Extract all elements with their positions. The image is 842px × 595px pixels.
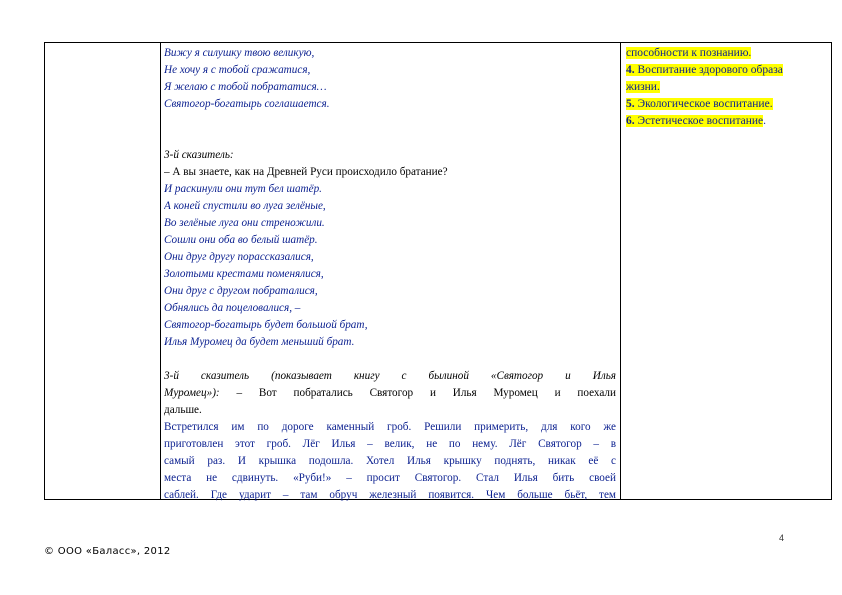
narrator-speech: – Вот побратались Святогор и Илья Муромец и поехали bbox=[219, 387, 616, 399]
poem-line: Они друг с другом побраталися, bbox=[164, 285, 318, 297]
script-cell bbox=[164, 45, 616, 504]
story-line: саблей. Где ударит – там обруч железный появится. Чем больше бьёт, тем bbox=[164, 489, 616, 501]
goal-number: 4. bbox=[626, 64, 635, 76]
poem-line: Святогор-богатырь соглашается. bbox=[164, 98, 330, 110]
page-number: 4 bbox=[779, 533, 785, 543]
story-line: приготовлен этот гроб. Лёг Илья – велик, не по нему. Лёг Святогор – в bbox=[164, 438, 616, 450]
narrator-speech-end: дальше. bbox=[164, 404, 202, 416]
content-table bbox=[44, 42, 832, 500]
poem-line: Обнялись да поцеловалися, – bbox=[164, 302, 301, 314]
poem-line: Я желаю с тобой побрататися… bbox=[164, 81, 327, 93]
goal-number: 6. bbox=[626, 115, 635, 127]
poem-line: Сошли они оба во белый шатёр. bbox=[164, 234, 318, 246]
poem-line: Илья Муромец да будет меньший брат. bbox=[164, 336, 355, 348]
table-divider-2 bbox=[620, 43, 621, 499]
poem-line: Во зелёные луга они стреножили. bbox=[164, 217, 325, 229]
narrator-direction-italic: Муромец»): bbox=[164, 387, 220, 399]
poem-line: И раскинули они тут бел шатёр. bbox=[164, 183, 322, 195]
narrator-heading: 3-й сказитель: bbox=[164, 149, 234, 161]
table-border-right bbox=[831, 43, 832, 499]
table-divider-1 bbox=[160, 43, 161, 499]
narrator-question: – А вы знаете, как на Древней Руси происходило братание? bbox=[164, 166, 448, 178]
goal-item-4-cont: жизни. bbox=[626, 81, 660, 93]
goal-item-5: 5. Экологическое воспитание. bbox=[626, 98, 773, 110]
copyright-footer: © ООО «Баласс», 2012 bbox=[44, 546, 171, 557]
poem-line: Золотыми крестами поменялися, bbox=[164, 268, 324, 280]
poem-line: А коней спустили во луга зелёные, bbox=[164, 200, 326, 212]
goal-item-4: 4. Воспитание здорового образа bbox=[626, 64, 783, 76]
story-line: места не сдвинуть. «Руби!» – просит Святогор. Стал Илья бить своей bbox=[164, 472, 616, 484]
goal-continuation: способности к познанию. bbox=[626, 47, 752, 59]
goal-item-6: 6. Эстетическое воспитание bbox=[626, 115, 764, 127]
poem-line: Не хочу я с тобой сражатися, bbox=[164, 64, 311, 76]
goals-cell: способности к познанию. 4. Воспитание здорового образа жизни. 5. Экологическое воспитание. 6. Эстетическое воспитание. bbox=[626, 47, 783, 127]
story-line: самый раз. И крышка подошла. Хотел Илья крышку поднять, никак её с bbox=[164, 455, 616, 467]
poem-line: Святогор-богатырь будет большой брат, bbox=[164, 319, 368, 331]
table-border-left bbox=[44, 43, 45, 499]
narrator-direction: 3-й сказитель (показывает книгу с былиной «Святогор и Илья bbox=[164, 370, 616, 382]
narrator-direction-cont bbox=[164, 385, 616, 402]
poem-line: Вижу я силушку твою великую, bbox=[164, 47, 315, 59]
poem-line: Они друг другу порассказалися, bbox=[164, 251, 314, 263]
story-line: Встретился им по дороге каменный гроб. Решили примерить, для кого же bbox=[164, 421, 616, 433]
goal-number: 5. bbox=[626, 98, 635, 110]
